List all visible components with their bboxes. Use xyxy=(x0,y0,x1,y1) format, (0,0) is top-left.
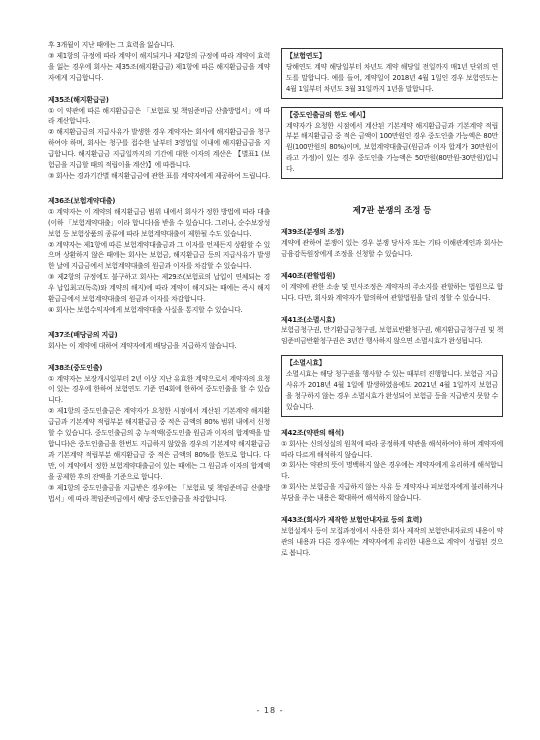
spacer xyxy=(281,216,503,227)
spacer xyxy=(281,504,503,515)
spacer xyxy=(281,304,503,315)
clause-paragraph: ③ 회사는 보험금을 지급하지 않는 사유 등 계약자나 피보험자에게 불리하거나 부담을 주는 내용은 확대하여 해석하지 않습니다. xyxy=(281,483,503,503)
spacer xyxy=(48,182,270,196)
article-heading: 제41조(소멸시효) xyxy=(281,315,336,324)
left-column xyxy=(48,40,270,504)
clause-paragraph: ① 계약자는 이 계약의 해지환급금 범위 내에서 회사가 정한 방법에 따라 대출(이하 「보험계약대출」이라 합니다)을 받을 수 있습니다. 그러나, 순수보장성보험 등 보험상품의 종류에 따라 보험계약대출이 제한될 수도 있습니다. xyxy=(48,207,270,238)
info-box xyxy=(281,48,503,99)
clause-paragraph: ③ 회사는 경과기간별 해지환급금에 관한 표를 계약자에게 제공하여 드립니다. xyxy=(48,171,270,180)
info-box xyxy=(281,107,503,179)
info-box-text: 소멸시효는 해당 청구권을 행사할 수 있는 때부터 진행합니다. 보험금 지급사유가 2018년 4월 1일에 발생하였음에도 2021년 4월 1일까지 보험금을 청구하지 않는 경우 소멸시효가 완성되어 보험금 등을 지급받지 못할 수 있습니다. xyxy=(286,370,498,411)
clause-paragraph: ③ 제2항의 규정에도 불구하고 회사는 제29조(보험료의 납입이 연체되는 경우 납입최고(독촉)와 계약의 해지)에 따라 계약이 해지되는 때에는 즉시 해지환급금에서 보험계약대출의 원금과 이자를 차감합니다. xyxy=(48,273,270,304)
info-box-title: 【보험연도】 xyxy=(286,52,326,60)
clause-paragraph: ① 계약자는 보장개시일부터 2년 이상 지난 유효한 계약으로서 계약자의 요청이 있는 경우에 한하여 보험연도 기준 연4회에 한하여 중도인출을 할 수 있습니다. xyxy=(48,374,270,405)
right-column xyxy=(281,40,503,559)
article-heading: 제37조(배당금의 지급) xyxy=(48,330,118,339)
clause-paragraph: ② 제1항의 중도인출금은 계약자가 요청한 시점에서 계산된 기본계약 해지환급금과 기본계약 적립부분 해지환급금 중 적은 금액의 80% 범위 내에서 신청할 수 있습니다. 중도인출금의 총 누적액(중도인출 원금과 이자의 합계액을 말합니다)은 중도인출금을 한번도 지급하지 않았을 경우의 기본계약 해지환급금과 기본계약 적립부분 해지환급금 중 적은 금액의 80%를 한도로 합니다. 다만, 이 계약에서 정한 보험계약대출금이 있는 때에는 그 원금과 이자의 합계액을 공제한 후의 잔액을 기준으로 합니다. xyxy=(48,407,270,481)
clause-paragraph: ③ 제1항의 규정에 따라 계약이 해지되거나 제2항의 규정에 따라 계약이 효력을 잃는 경우에 회사는 제35조(해지환급금) 제1항에 따른 해지환급금을 계약자에게 지급합니다. xyxy=(48,51,270,82)
article-heading: 제35조(해지환급금) xyxy=(48,95,109,104)
article-heading: 제42조(약관의 해석) xyxy=(281,428,344,437)
info-box-title: 【중도인출금의 한도 예시】 xyxy=(286,110,369,119)
spacer xyxy=(281,179,503,193)
spacer xyxy=(48,84,270,95)
clause-paragraph: ① 이 약관에 따른 해지환급금은 「보험료 및 책임준비금 산출방법서」에 따라 계산합니다. xyxy=(48,106,270,126)
clause-paragraph: 보험금청구권, 만기환급금청구권, 보험료반환청구권, 해지환급금청구권 및 책임준비금반환청구권은 3년간 행사하지 않으면 소멸시효가 완성됩니다. xyxy=(281,326,503,346)
clause-paragraph: 회사는 이 계약에 대하여 계약자에게 배당금을 지급하지 않습니다. xyxy=(48,341,237,350)
article-heading: 제36조(보험계약대출) xyxy=(48,196,116,205)
article-heading: 제39조(분쟁의 조정) xyxy=(281,228,344,237)
clause-paragraph: 이 계약에 관한 소송 및 민사조정은 계약자의 주소지를 관할하는 법원으로 합니다. 다만, 회사와 계약자가 합의하여 관할법원을 달리 정할 수 있습니다. xyxy=(281,282,503,302)
spacer xyxy=(48,316,270,330)
spacer xyxy=(48,352,270,363)
info-box-text: 당해연도 계약 해당일부터 차년도 계약 해당일 전일까지 매1년 단위의 연도를 말합니다. 예를 들어, 계약일이 2018년 4월 1일인 경우 보험연도는 4월 1일부터 차년도 3월 31일까지 1년을 말합니다. xyxy=(286,62,498,93)
info-box xyxy=(281,355,503,417)
article-heading: 제40조(관할법원) xyxy=(281,271,336,280)
info-box-text: 계약자가 요청한 시점에서 계산된 기본계약 해지환급금과 기본계약 적립부분 해지환급금 중 적은 금액이 100만원인 경우 중도인출 가능액은 80만원(100만원의 80%)이며, 보험계약대출금(원금과 이자 합계가 30만원이라고 가정)이 있는 경우 중도인출 가능액은 50만원(80만원-30만원)입니다. xyxy=(286,121,498,174)
clause-paragraph: 후 3개월이 지난 때에는 그 효력을 잃습니다. xyxy=(48,41,175,49)
spacer xyxy=(281,193,503,204)
info-box-title: 【소멸시효】 xyxy=(286,359,326,368)
spacer xyxy=(281,417,503,428)
page-number: - 18 - xyxy=(256,706,284,715)
clause-paragraph: ② 계약자는 제1항에 따른 보험계약대출금과 그 이자를 언제든지 상환할 수 있으며 상환하지 않은 때에는 회사는 보험금, 해지환급금 등의 지급사유가 발생한 날에 지급금에서 보험계약대출의 원금과 이자를 차감할 수 있습니다. xyxy=(48,240,270,271)
spacer xyxy=(281,260,503,271)
clause-paragraph: 보험설계사 등이 모집과정에서 사용한 회사 제작의 보험안내자료의 내용이 약관의 내용과 다른 경우에는 계약자에게 유리한 내용으로 계약이 성립된 것으로 봅니다. xyxy=(281,527,503,557)
clause-paragraph: ④ 회사는 보험수익자에게 보험계약대출 사실을 통지할 수 있습니다. xyxy=(48,305,243,314)
chapter-title: 제7관 분쟁의 조정 등 xyxy=(352,205,432,216)
article-heading: 제38조(중도인출) xyxy=(48,363,103,372)
clause-paragraph: ① 회사는 신의성실의 원칙에 따라 공정하게 약관을 해석하여야 하며 계약자에 따라 다르게 해석하지 않습니다. xyxy=(281,439,503,459)
clause-paragraph: 계약에 관하여 분쟁이 있는 경우 분쟁 당사자 또는 기타 이해관계인과 회사는 금융감독원장에게 조정을 신청할 수 있습니다. xyxy=(281,238,503,258)
clause-paragraph: ③ 제1항의 중도인출금을 지급받은 경우에는 「보험료 및 책임준비금 산출방법서」에 따라 책임준비금에서 해당 중도인출금을 차감합니다. xyxy=(48,483,270,503)
clause-paragraph: ② 회사는 약관의 뜻이 명백하지 않은 경우에는 계약자에게 유리하게 해석합니다. xyxy=(281,461,503,481)
article-heading: 제43조(회사가 제작한 보험안내자료 등의 효력) xyxy=(281,516,423,525)
clause-paragraph: ② 해지환급금의 지급사유가 발생한 경우 계약자는 회사에 해지환급금을 청구하여야 하며, 회사는 청구를 접수한 날부터 3영업일 이내에 해지환급금을 지급합니다. 해지환급금 지급일까지의 기간에 대한 이자의 계산은 【별표1 (보험금을 지급할 때의 적립이율 계산)】에 따릅니다. xyxy=(48,128,270,170)
